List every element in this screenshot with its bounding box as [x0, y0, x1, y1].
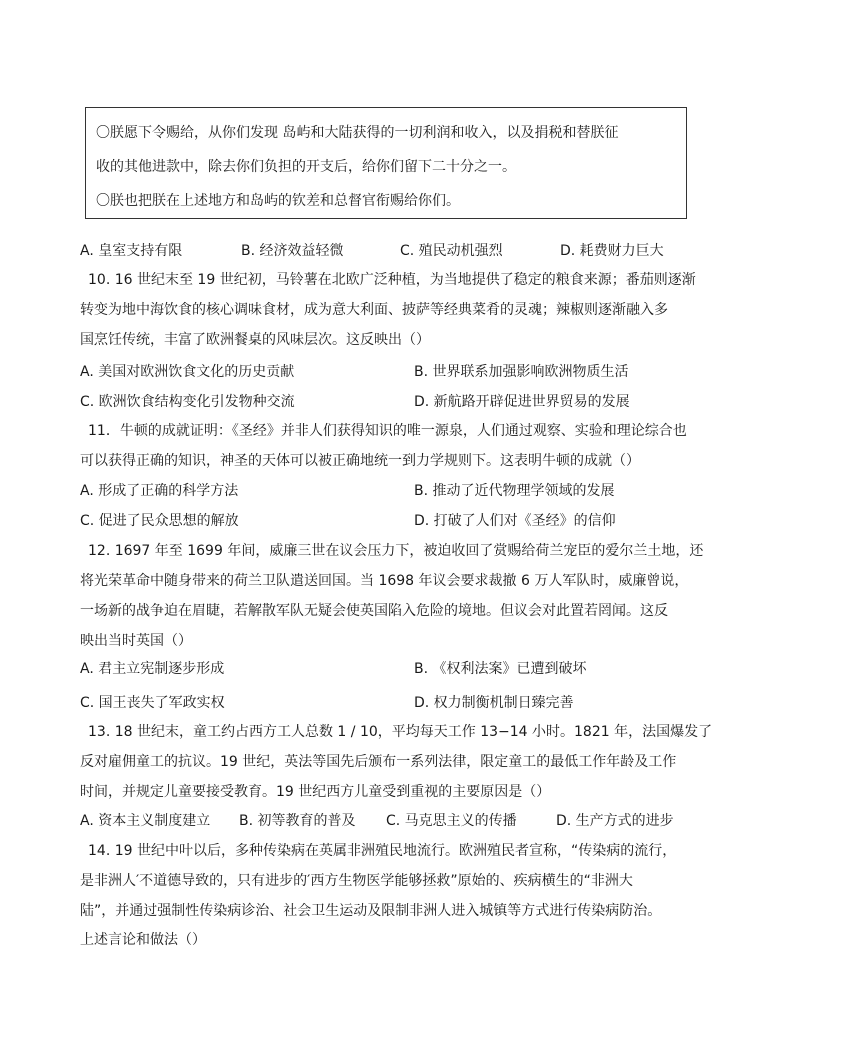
- q11-option-c: C. 促进了民众思想的解放: [80, 513, 239, 529]
- q13-stem-line-3: 时间，并规定儿童要接受教育。19 世纪西方儿童受到重视的主要原因是（）: [80, 784, 551, 800]
- q10-stem-line-3: 国烹饪传统，丰富了欧洲餐桌的风味层次。这反映出（）: [80, 332, 430, 348]
- q9-option-c: C. 殖民动机强烈: [400, 243, 503, 259]
- q10-stem-line-2: 转变为地中海饮食的核心调味食材，成为意大利面、披萨等经典菜肴的灵魂；辣椒则逐渐融入多: [80, 302, 668, 318]
- q11-stem-line-1: 11．牛顿的成就证明：《圣经》并非人们获得知识的唯一源泉，人们通过观察、实验和理论综合也: [88, 423, 687, 439]
- q14-stem-line-3: 陆”，并通过强制性传染病诊治、社会卫生运动及限制非洲人进入城镇等方式进行传染病防治。: [80, 903, 662, 919]
- q10-stem-line-1: 10. 16 世纪末至 19 世纪初，马铃薯在北欧广泛种植，为当地提供了稳定的粮食来源；番茄则逐渐: [88, 272, 696, 288]
- q12-stem-line-1: 12. 1697 年至 1699 年间，威廉三世在议会压力下，被迫收回了赏赐给荷兰宠臣的爱尔兰土地，还: [88, 543, 704, 559]
- q11-option-a: A. 形成了正确的科学方法: [80, 483, 239, 499]
- q10-option-d: D. 新航路开辟促进世界贸易的发展: [414, 394, 630, 410]
- q10-option-c: C. 欧洲饮食结构变化引发物种交流: [80, 394, 295, 410]
- quote-line-3: 〇朕也把朕在上述地方和岛屿的钦差和总督官衔赐给你们。: [96, 193, 460, 209]
- q11-stem-line-2: 可以获得正确的知识，神圣的天体可以被正确地统一到力学规则下。这表明牛顿的成就（）: [80, 453, 640, 469]
- q10-option-b: B. 世界联系加强影响欧洲物质生活: [414, 364, 629, 380]
- q12-option-c: C. 国王丧失了军政实权: [80, 695, 225, 711]
- q12-stem-line-4: 映出当时英国（）: [80, 633, 192, 649]
- q13-option-b: B. 初等教育的普及: [239, 813, 356, 829]
- q11-option-b: B. 推动了近代物理学领域的发展: [414, 483, 615, 499]
- q12-stem-line-2: 将光荣革命中随身带来的荷兰卫队遣送回国。当 1698 年议会要求裁撤 6 万人军队时，威廉曾说，: [80, 573, 689, 589]
- q13-option-c: C. 马克思主义的传播: [386, 813, 517, 829]
- q13-option-a: A. 资本主义制度建立: [80, 813, 211, 829]
- quote-box: [85, 107, 687, 219]
- quote-line-1: 〇朕愿下令赐给，从你们发现 岛屿和大陆获得的一切利润和收入，以及捐税和替朕征: [96, 125, 619, 141]
- q13-option-d: D. 生产方式的进步: [556, 813, 674, 829]
- q14-stem-line-2: 是非洲人′不道德导致的，只有进步的′西方生物医学能够拯救”原始的、疾病横生的“非洲大: [80, 873, 633, 889]
- q13-stem-line-1: 13. 18 世纪末，童工约占西方工人总数 1 / 10，平均每天工作 13−14 小时。1821 年，法国爆发了: [88, 724, 713, 740]
- q12-option-d: D. 权力制衡机制日臻完善: [414, 695, 574, 711]
- q9-option-b: B. 经济效益轻微: [241, 243, 344, 259]
- q11-option-d: D. 打破了人们对《圣经》的信仰: [414, 513, 616, 529]
- q14-stem-line-1: 14. 19 世纪中叶以后，多种传染病在英属非洲殖民地流行。欧洲殖民者宣称，“传染病的流行，: [88, 843, 677, 859]
- q12-option-a: A. 君主立宪制逐步形成: [80, 661, 225, 677]
- q12-option-b: B. 《权利法案》已遭到破坏: [414, 661, 587, 677]
- q9-option-a: A. 皇室支持有限: [80, 243, 183, 259]
- q12-stem-line-3: 一场新的战争迫在眉睫，若解散军队无疑会使英国陷入危险的境地。但议会对此置若罔闻。这反: [80, 603, 668, 619]
- q10-option-a: A. 美国对欧洲饮食文化的历史贡献: [80, 364, 295, 380]
- q9-option-d: D. 耗费财力巨大: [560, 243, 664, 259]
- q14-stem-line-4: 上述言论和做法（）: [80, 932, 206, 948]
- quote-line-2: 收的其他进款中，除去你们负担的开支后，给你们留下二十分之一。: [96, 159, 516, 175]
- q13-stem-line-2: 反对雇佣童工的抗议。19 世纪，英法等国先后颁布一系列法律，限定童工的最低工作年龄及工作: [80, 754, 677, 770]
